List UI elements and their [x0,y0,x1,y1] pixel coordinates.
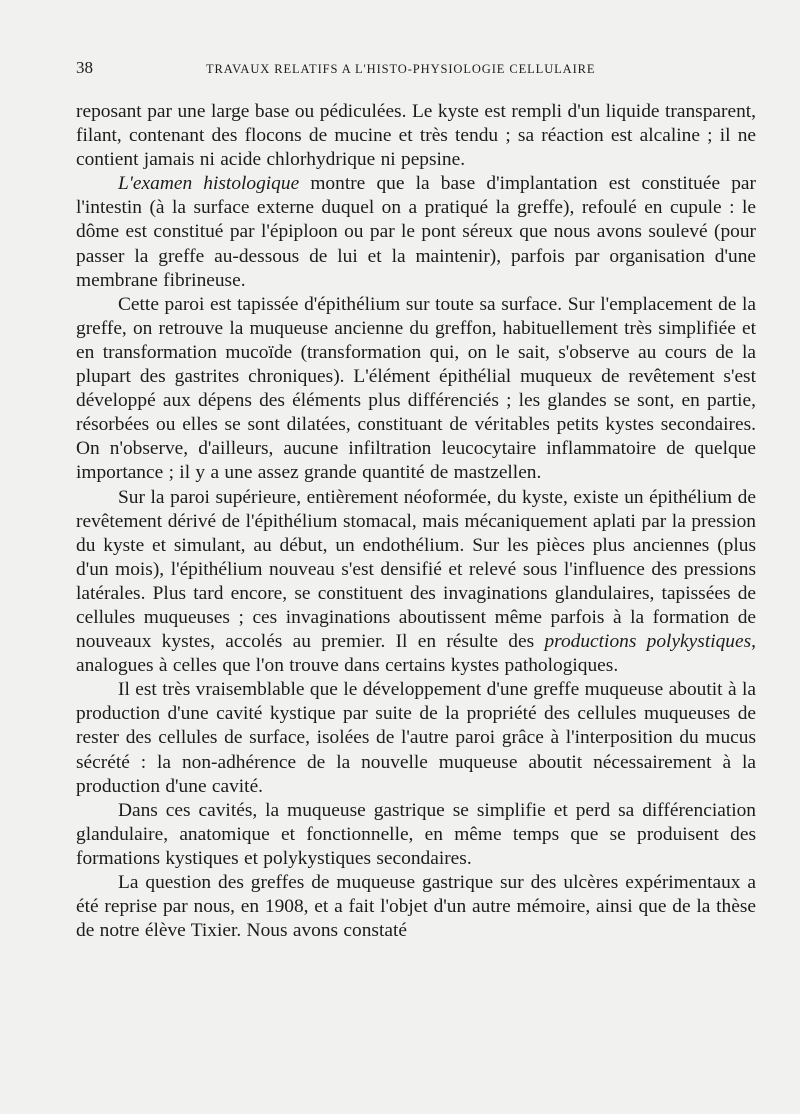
paragraph-text: La question des greffes de muqueuse gastrique sur des ulcères expérimentaux a été reprise par nous, en 1908, et a fait l'objet d'un autre mémoire, ainsi que de la thèse de notre élève Tixier. Nous avons constaté [76,872,756,942]
paragraph-continued [76,100,756,172]
paragraph-cavites [76,799,756,871]
paragraph-examen-histologique [76,172,756,292]
paragraph-text: Cette paroi est tapissée d'épithélium sur toute sa surface. Sur l'emplacement de la greffe, on retrouve la muqueuse ancienne du greffon, habituellement très simplifiée et en transformation mucoïde (transformation qui, on le sait, s'observe au cours de la plupart des gastrites chroniques). L'élément épithélial muqueux de revêtement s'est développé aux dépens des éléments plus différenciés ; les glandes se sont, en partie, résorbées ou elles se sont dilatées, constituant de véritables petits kystes secondaires. On n'observe, d'ailleurs, aucune infiltration leucocytaire inflammatoire de quelque importance ; il y a une assez grande quantité de mastzellen. [76,293,756,484]
paragraph-text: reposant par une large base ou pédiculées. Le kyste est rempli d'un liquide transparent, filant, contenant des flocons de mucine et très tendu ; sa réaction est alcaline ; il ne contient jamais ni acide chlorhydrique ni pepsine. [76,101,756,171]
paragraph-text: Il est très vraisemblable que le développement d'une greffe muqueuse aboutit à la production d'une cavité kystique par suite de la propriété des cellules muqueuses de rester des cellules de surface, isolées de l'autre paroi grâce à l'interposition du mucus sécrété : la non-adhérence de la nouvelle muqueuse aboutit nécessairement à la production d'une cavité. [76,679,756,797]
italic-term: productions polykystiques [544,631,752,653]
paragraph-text: Dans ces cavités, la muqueuse gastrique se simplifie et perd sa différenciation glandulaire, anatomique et fonctionnelle, en même temps que se produisent des formations kystiques et polykystiques secondaires. [76,799,756,869]
paragraph-paroi [76,293,756,486]
italic-lead: L'examen histologique [118,173,300,195]
paragraph-text-before: Sur la paroi supérieure, entièrement néoformée, du kyste, existe un épithélium de revêtement dérivé de l'épithélium stomacal, mais mécaniquement aplati par la pression du kyste et simulant, au début, un endothélium. Sur les pièces plus anciennes (plus d'un mois), l'épithélium nouveau s'est densifié et relevé sous l'influence des pressions latérales. Plus tard encore, se constituent des invaginations glandulaires, tapissées de cellules muqueuses ; ces invaginations aboutissent même parfois à la formation de nouveaux kystes, accolés au premier. Il en résulte des [76,486,756,653]
page-header [76,58,756,92]
paragraph-question-greffes [76,871,756,943]
paragraph-text-after: , analogues à celles que l'on trouve dans certains kystes pathologiques. [76,631,756,677]
paragraph-vraisemblable [76,678,756,798]
paragraph-text: montre que la base d'implantation est constituée par l'intestin (à la surface externe duquel on a pratiqué la greffe), refoulé en cupule : le dôme est constitué par l'épiploon ou par le pont séreux que nous avons soulevé (pour passer la greffe au-dessous de lui et la maintenir), parfois par organisation d'une membrane fibrineuse. [76,173,756,291]
paragraph-paroi-superieure [76,486,756,679]
body-text [76,100,756,943]
running-title: TRAVAUX RELATIFS A L'HISTO-PHYSIOLOGIE CELLULAIRE [206,62,596,76]
page-number: 38 [76,58,93,77]
